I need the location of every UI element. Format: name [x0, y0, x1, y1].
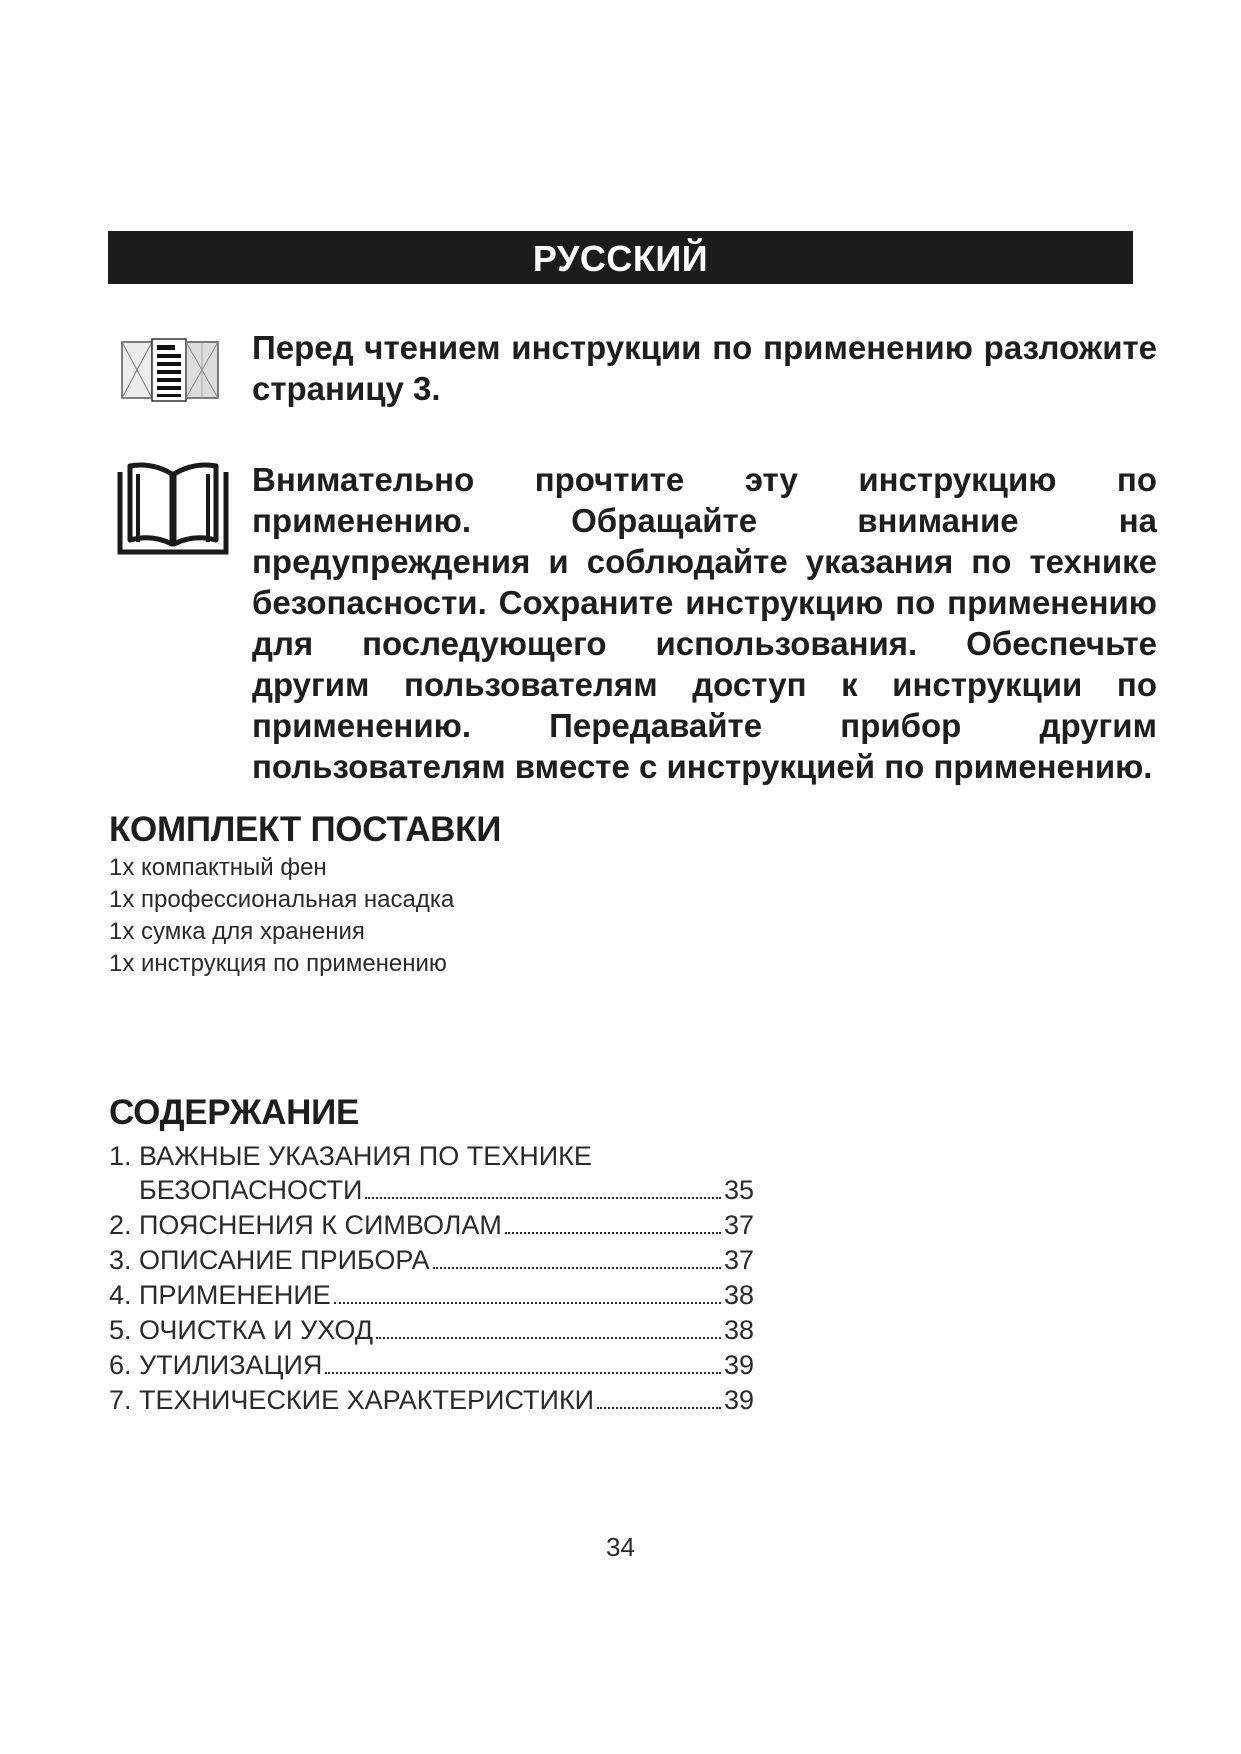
kit-list: [109, 852, 454, 980]
toc-entry-label: 7. ТЕХНИЧЕСКИЕ ХАРАКТЕРИСТИКИ: [109, 1385, 595, 1415]
notice-read-instructions: Внимательно прочтите эту инструкцию по применению. Обращайте внимание на предупреждения и соблюдайте указания по технике безопасности. Сохраните инструкцию по применению для последующего использования. Обеспечьте другим пользователям доступ к инструкции по применению. Передавайте прибор другим пользователям вместе с инструкцией по применению.: [252, 461, 1157, 785]
toc-entry-label: 4. ПРИМЕНЕНИЕ: [109, 1280, 331, 1310]
toc-entry[interactable]: [109, 1173, 754, 1208]
dot-leader: [376, 1337, 721, 1339]
table-of-contents: [109, 1140, 754, 1418]
language-banner: РУССКИЙ: [108, 231, 1133, 284]
toc-entry-page: 38: [723, 1280, 754, 1310]
toc-entry-label: 3. ОПИСАНИЕ ПРИБОРА: [109, 1245, 430, 1275]
list-item: 1x инструкция по применению: [109, 950, 447, 977]
dot-leader: [334, 1302, 721, 1304]
toc-entry-label: 6. УТИЛИЗАЦИЯ: [109, 1350, 323, 1380]
toc-entry[interactable]: [109, 1383, 754, 1418]
page-number: 34: [606, 1532, 635, 1562]
dot-leader: [325, 1372, 721, 1374]
notice-unfold-page: Перед чтением инструкции по применению разложите страницу 3.: [252, 329, 1157, 407]
toc-entry[interactable]: [109, 1208, 754, 1243]
open-book-icon: [116, 460, 230, 558]
fold-out-page-icon: [119, 336, 223, 404]
toc-entry-label: 2. ПОЯСНЕНИЯ К СИМВОЛАМ: [109, 1210, 502, 1240]
list-item: 1x компактный фен: [109, 854, 327, 881]
list-item: 1x профессиональная насадка: [109, 886, 455, 913]
toc-title: СОДЕРЖАНИЕ: [109, 1093, 360, 1132]
toc-entry[interactable]: [109, 1243, 754, 1278]
toc-entry-page: 37: [723, 1245, 754, 1275]
toc-entry[interactable]: [109, 1278, 754, 1313]
dot-leader: [505, 1232, 721, 1234]
dot-leader: [365, 1197, 720, 1199]
toc-entry-label: 5. ОЧИСТКА И УХОД: [109, 1315, 374, 1345]
toc-entry[interactable]: [109, 1313, 754, 1348]
toc-entry-label: БЕЗОПАСНОСТИ: [139, 1175, 363, 1205]
toc-entry-page: 39: [723, 1350, 754, 1380]
toc-entry-line: 1. ВАЖНЫЕ УКАЗАНИЯ ПО ТЕХНИКЕ: [109, 1141, 592, 1171]
kit-title: КОМПЛЕКТ ПОСТАВКИ: [109, 810, 502, 849]
list-item: 1x сумка для хранения: [109, 918, 365, 945]
toc-entry-page: 38: [723, 1315, 754, 1345]
dot-leader: [433, 1267, 721, 1269]
toc-entry-page: 37: [723, 1210, 754, 1240]
toc-entry-page: 39: [723, 1385, 754, 1415]
toc-entry[interactable]: [109, 1348, 754, 1383]
dot-leader: [597, 1407, 721, 1409]
toc-entry-page: 35: [723, 1175, 754, 1205]
